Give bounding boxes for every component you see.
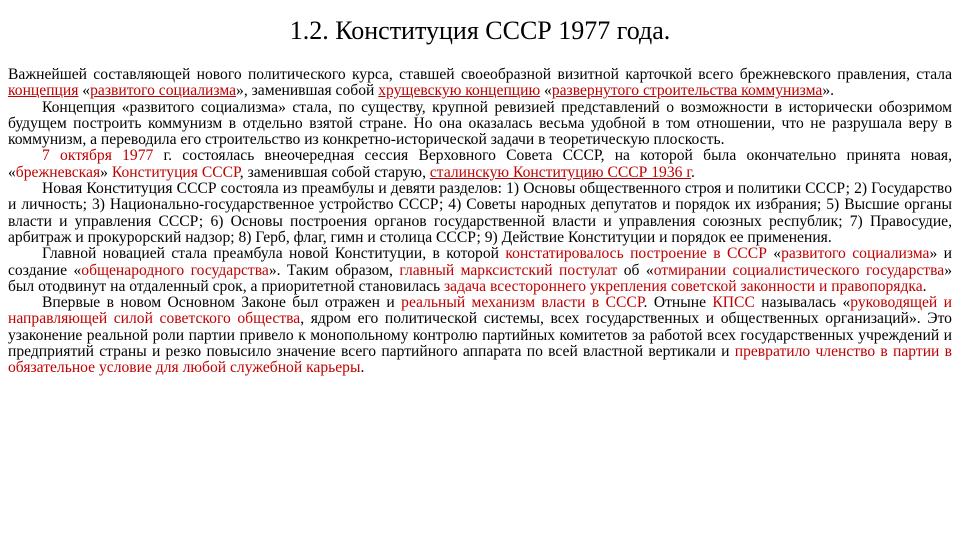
highlighted-term: руководящей и направляющей силой советского общества xyxy=(8,294,952,328)
slide-body xyxy=(8,67,952,377)
highlighted-term: реальный механизм власти в СССР xyxy=(401,294,644,312)
text-run: « xyxy=(766,245,782,263)
highlighted-term: задача всестороннего укрепления советской законности и правопорядка xyxy=(444,277,923,295)
text-run: Новая Конституция СССР состояла из преамбулы и девяти разделов: 1) Основы общественного строя и политики СССР; 2) Государство и личность; 3) Национально-государственное устройство СССР; 4) Советы народных депутатов и порядок их избрания; 5) Высшие органы власти и управления СССР; 6) Основы построения органов государственной власти и управления союзных республик; 7) Правосудие, арбитраж и прокурорский надзор; 8) Герб, флаг, гимн и столица СССР; 9) Действие Конституции и порядок ее применения. xyxy=(8,180,952,246)
text-run: » xyxy=(100,163,112,181)
highlighted-term: развернутого строительства коммунизма xyxy=(551,82,823,100)
text-run: « xyxy=(78,82,91,100)
text-run: ». xyxy=(822,82,835,100)
paragraph-4 xyxy=(8,181,952,246)
paragraph-3 xyxy=(8,148,952,181)
text-run: . xyxy=(690,163,695,181)
text-run: » и создание « xyxy=(8,245,952,279)
text-run: » был отодвинут на отдаленный срок, а приоритетной становилась xyxy=(8,261,952,295)
highlighted-term: хрущевскую концепцию xyxy=(378,82,541,100)
highlighted-term: развитого социализма xyxy=(90,82,237,100)
text-run: . xyxy=(360,359,365,377)
text-run: г. состоялась внеочередная сессия Верховного Совета СССР, на которой была окончательно принята новая, « xyxy=(8,147,952,181)
highlighted-term: констатировалось построение в СССР xyxy=(505,245,767,263)
highlighted-term: брежневская xyxy=(15,163,101,181)
text-run: об « xyxy=(617,261,654,279)
paragraph-5 xyxy=(8,246,952,295)
paragraph-6 xyxy=(8,295,952,376)
text-run: называлась « xyxy=(754,294,851,312)
text-run: « xyxy=(540,82,552,100)
paragraph-2 xyxy=(8,100,952,149)
highlighted-term: 7 октября 1977 xyxy=(42,147,154,165)
text-run: , заменившая собой старую, xyxy=(239,163,430,181)
text-run: ». Таким образом, xyxy=(268,261,400,279)
highlighted-term: отмирании социалистического государства xyxy=(653,261,945,279)
paragraph-1 xyxy=(8,67,952,100)
slide-title: 1.2. Конституция СССР 1977 года. xyxy=(289,16,671,45)
highlighted-term: общенародного государства xyxy=(81,261,269,279)
highlighted-term: КПСС xyxy=(712,294,755,312)
highlighted-term: главный марксистский постулат xyxy=(399,261,618,279)
text-run: . xyxy=(922,277,927,295)
text-run: », заменившая собой xyxy=(236,82,379,100)
text-run: . Отныне xyxy=(643,294,713,312)
text-run: Концепция «развитого социализма» стала, по существу, крупной ревизией представлений о возможности в исторически обозримом будущем построить коммунизм в отдельно взятой стране. Но она оказалась весьма удобной в том отношении, что не разрушала веру в коммунизм, а переводила его строительство из конкретно-исторической задачи в теоретическую плоскость. xyxy=(8,98,952,149)
highlighted-term: сталинскую Конституцию СССР 1936 г xyxy=(429,163,691,181)
text-run: Важнейшей составляющей нового политического курса, ставшей своеобразной визитной карточкой всего брежневского правления, стала xyxy=(8,66,952,83)
highlighted-term: превратило членство в партии в обязательное условие для любой служебной карьеры xyxy=(8,343,953,377)
text-run: , ядром его политической системы, всех государственных и общественных организаций». Это узаконение реальной роли партии привело к монопольному контролю партийных комитетов за работой всех государственных учреждений и предприятий страны и резко повысило значение всего партийного аппарата по всей властной вертикали и xyxy=(8,310,952,361)
highlighted-term: Конституция СССР xyxy=(111,163,240,181)
highlighted-term: развитого социализма xyxy=(781,245,930,263)
highlighted-term: концепция xyxy=(8,82,79,100)
text-run: Впервые в новом Основном Законе был отражен и xyxy=(42,294,402,312)
text-run: Главной новацией стала преамбула новой Конституции, в которой xyxy=(42,245,506,263)
